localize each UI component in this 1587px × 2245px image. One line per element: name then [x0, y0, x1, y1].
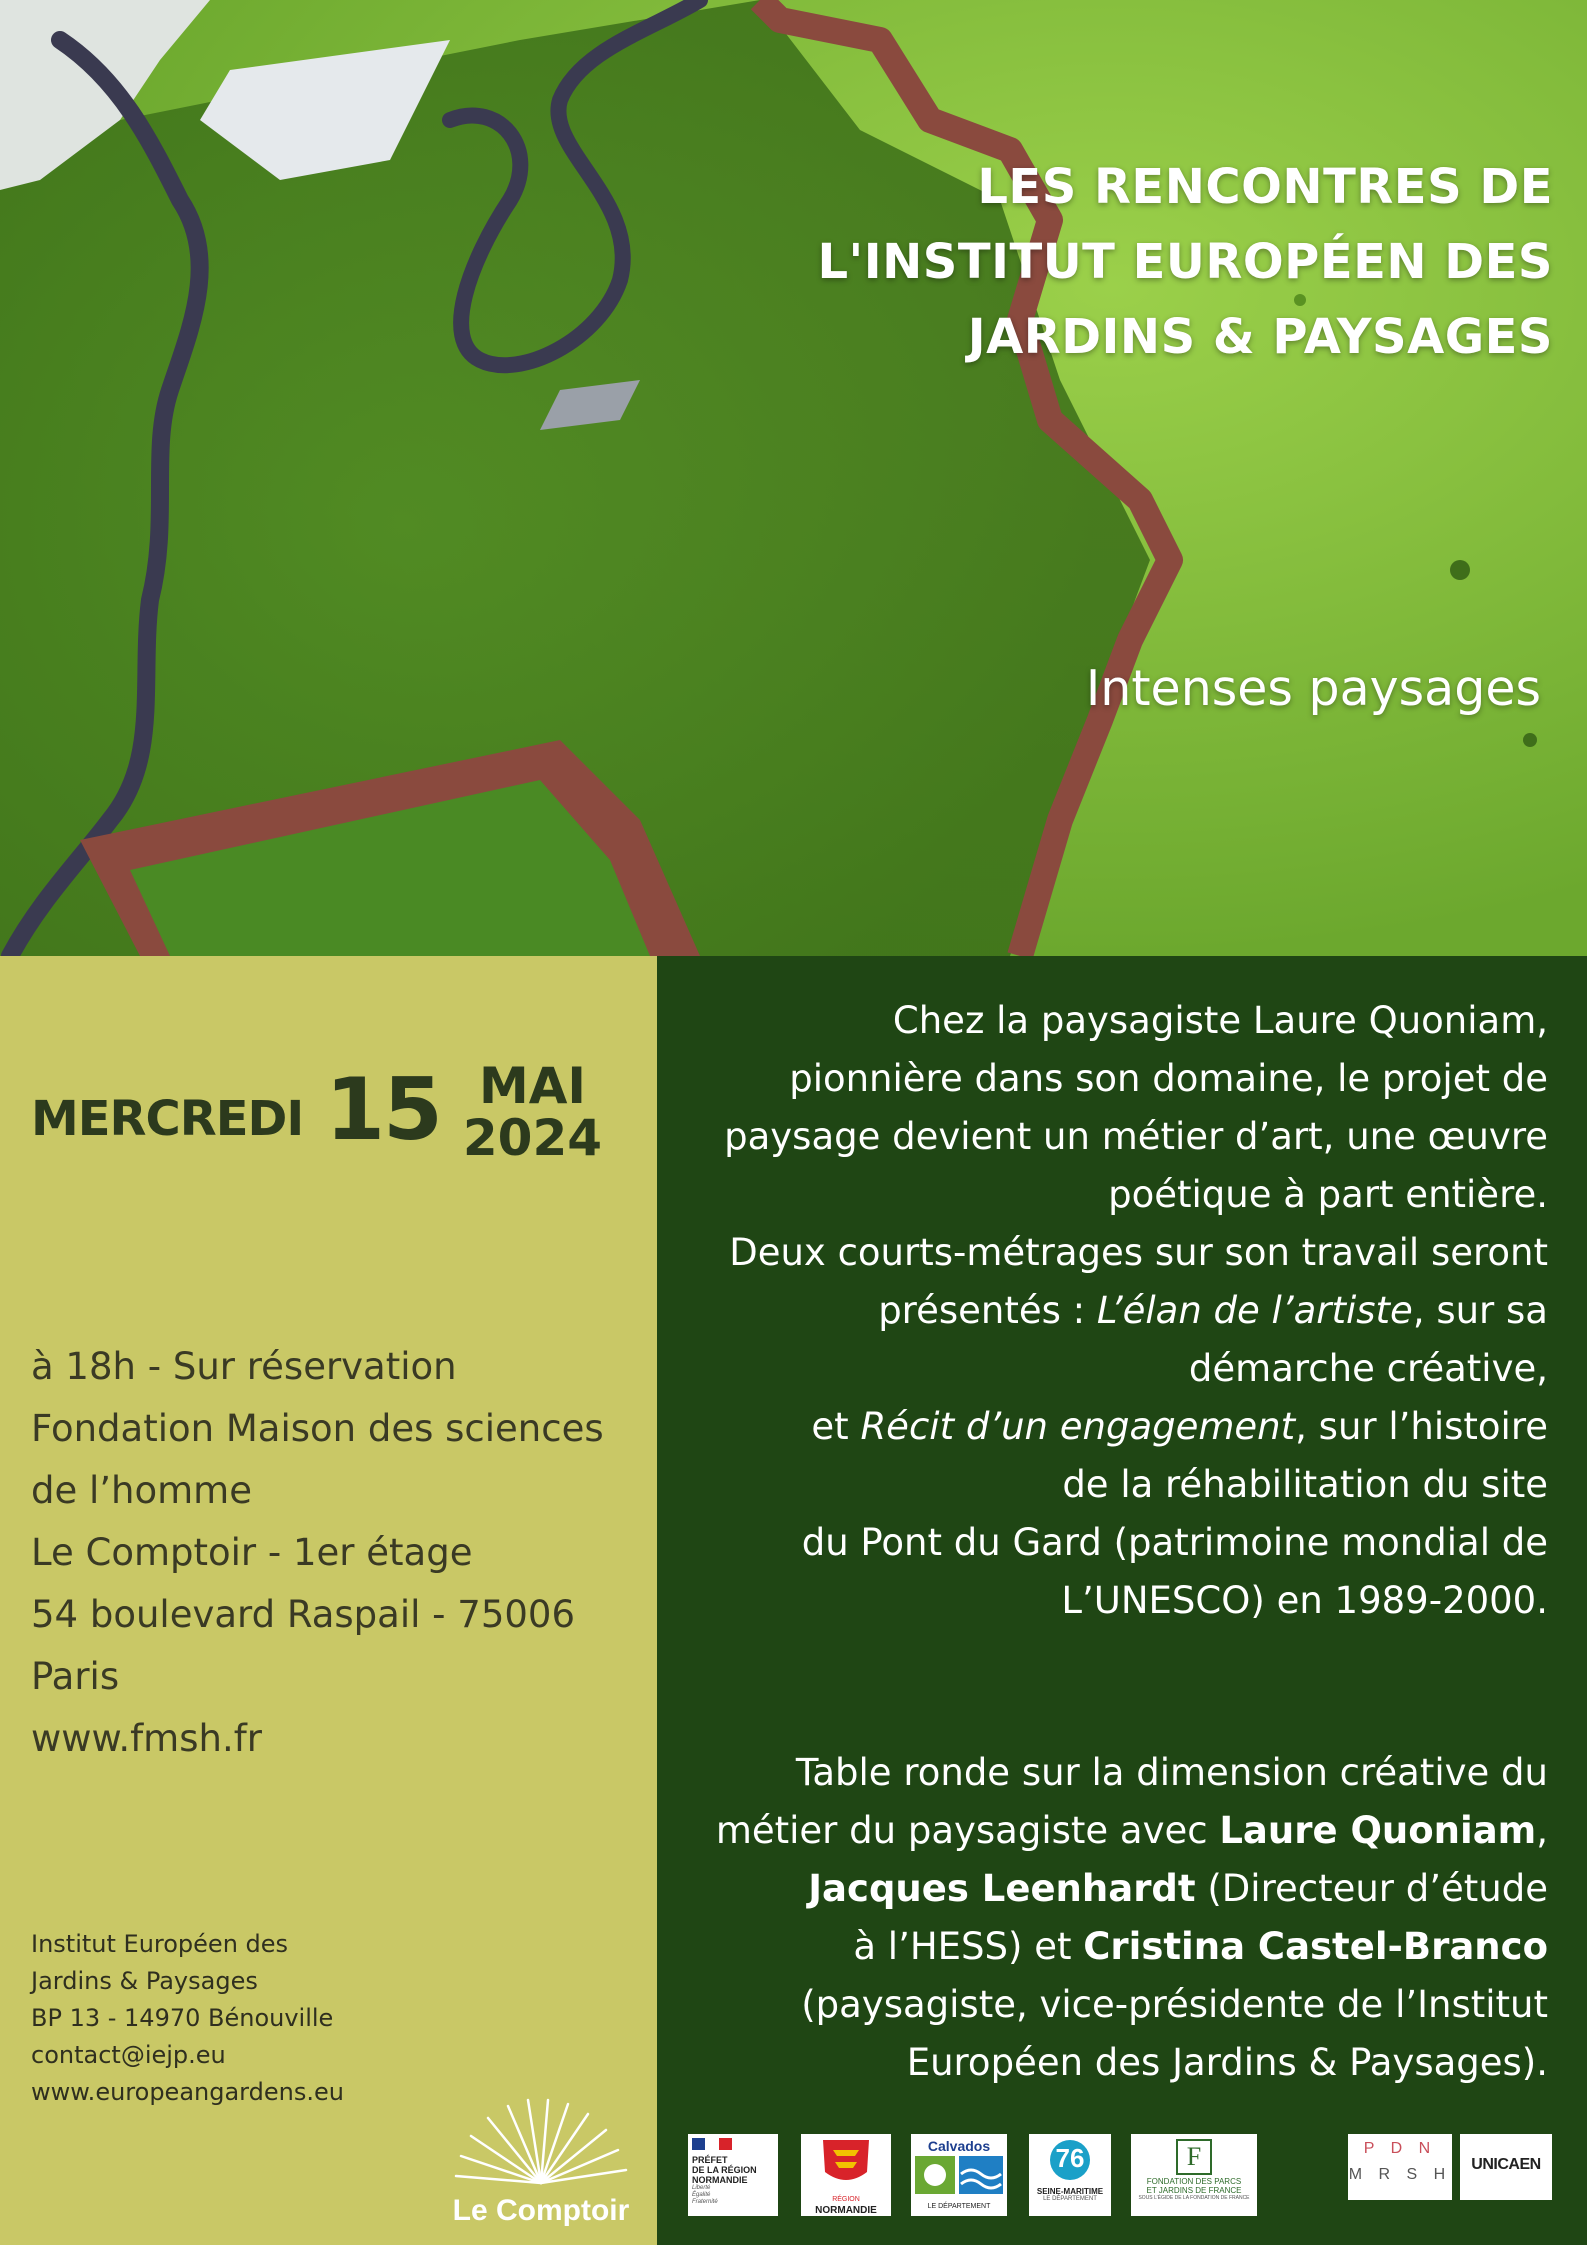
round-table-description: [688, 1744, 1548, 2092]
desc-text: , sur l’histoire: [1295, 1405, 1548, 1448]
calvados-emblem-icon: [911, 2154, 1007, 2198]
pdn-mrsh-logo: [1348, 2134, 1452, 2200]
round-text: ,: [1536, 1809, 1548, 1852]
title-line-2: L'INSTITUT EUROPÉEN DES: [817, 234, 1553, 290]
date-month: MAI: [478, 1057, 586, 1115]
round-text: à l’HESS) et: [853, 1925, 1084, 1968]
venue-details: [31, 1336, 604, 1770]
description-panel: [657, 956, 1587, 2245]
round-line: (paysagiste, vice-présidente de l’Institut: [801, 1983, 1548, 2026]
pdn-top: P D N: [1363, 2140, 1437, 2157]
calvados-name: Calvados: [927, 2138, 991, 2154]
aerial-garden-illustration: [0, 0, 1587, 956]
fondation-line3: SOUS L’ÉGIDE DE LA FONDATION DE FRANCE: [1138, 2195, 1250, 2201]
org-address: BP 13 - 14970 Bénouville: [31, 2004, 334, 2032]
desc-text: , sur sa: [1412, 1289, 1548, 1332]
fondation-letter: F: [1176, 2139, 1212, 2175]
title-line-3: JARDINS & PAYSAGES: [967, 309, 1553, 365]
seine-sub: LE DÉPARTEMENT: [1043, 2196, 1097, 2202]
round-line: [688, 1918, 1548, 1976]
venue-name-cont: de l’homme: [31, 1469, 252, 1512]
venue-address: 54 boulevard Raspail - 75006: [31, 1593, 575, 1636]
prefet-motto3: Fraternité: [692, 2199, 718, 2205]
prefet-line1: PRÉFET: [692, 2155, 728, 2165]
calvados-logo: [911, 2134, 1007, 2216]
desc-line: démarche créative,: [1188, 1347, 1548, 1390]
seine-number: 76: [1055, 2143, 1085, 2173]
venue-room: Le Comptoir - 1er étage: [31, 1531, 473, 1574]
desc-line: paysage devient un métier d’art, une œuvre: [724, 1115, 1548, 1158]
round-text: (Directeur d’étude: [1195, 1867, 1548, 1910]
prefet-motto2: Égalité: [692, 2192, 711, 2198]
film-title-2: Récit d’un engagement: [860, 1405, 1296, 1448]
sunburst-icon: [446, 2098, 636, 2188]
venue-name: Fondation Maison des sciences: [31, 1407, 604, 1450]
speaker-name: Laure Quoniam: [1219, 1809, 1537, 1852]
seine-maritime-logo: [1029, 2134, 1111, 2216]
date-year: 2024: [462, 1109, 603, 1167]
title-line-1: LES RENCONTRES DE: [977, 159, 1553, 215]
prefet-line3: NORMANDIE: [692, 2175, 748, 2185]
speaker-name: Jacques Leenhardt: [808, 1867, 1196, 1910]
date-month-year: [462, 1057, 603, 1167]
org-website-link[interactable]: www.europeangardens.eu: [31, 2078, 344, 2106]
org-name: Institut Européen des: [31, 1930, 289, 1958]
date-weekday: MERCREDI: [31, 1091, 304, 1147]
event-series-title: [817, 150, 1553, 375]
region-line1: RÉGION: [832, 2196, 860, 2203]
event-date: [31, 1056, 603, 1167]
fondation-line2: ET JARDINS DE FRANCE: [1146, 2186, 1242, 2195]
seine-name: SEINE-MARITIME: [1036, 2187, 1104, 2196]
film-title-1: L’élan de l’artiste: [1096, 1289, 1413, 1332]
organizer-contact: [31, 1926, 344, 2111]
event-subtitle: Intenses paysages: [1085, 660, 1541, 717]
le-comptoir-logo: [446, 2098, 636, 2228]
prefet-normandie-logo: [688, 2134, 778, 2216]
hero-image: [0, 0, 1587, 956]
date-day: 15: [325, 1060, 441, 1160]
prefet-motto1: Liberté: [692, 2185, 711, 2191]
venue-time: à 18h - Sur réservation: [31, 1345, 457, 1388]
desc-line: pionnière dans son domaine, le projet de: [789, 1057, 1548, 1100]
desc-line: Deux courts-métrages sur son travail seront: [729, 1231, 1548, 1274]
normandy-leopards-icon: [801, 2134, 891, 2190]
round-line: [688, 1860, 1548, 1918]
calvados-sub: LE DÉPARTEMENT: [927, 2203, 991, 2210]
event-description: [688, 992, 1548, 1630]
desc-line: Chez la paysagiste Laure Quoniam,: [892, 999, 1548, 1042]
unicaen-name: UNICAEN: [1471, 2156, 1541, 2173]
desc-line: poétique à part entière.: [1108, 1173, 1548, 1216]
venue-website-link[interactable]: www.fmsh.fr: [31, 1717, 262, 1760]
desc-line: du Pont du Gard (patrimoine mondial de: [801, 1521, 1548, 1564]
unicaen-logo: [1460, 2134, 1552, 2200]
pdn-bottom: M R S H: [1348, 2166, 1452, 2183]
prefet-line2: DE LA RÉGION: [692, 2165, 757, 2175]
speaker-name: Cristina Castel-Branco: [1083, 1925, 1548, 1968]
round-line: Table ronde sur la dimension créative du: [795, 1751, 1548, 1794]
round-line: Européen des Jardins & Paysages).: [906, 2041, 1548, 2084]
desc-text: présentés :: [878, 1289, 1097, 1332]
desc-line: [688, 1282, 1548, 1340]
desc-line: L’UNESCO) en 1989-2000.: [1061, 1579, 1548, 1622]
org-email-link[interactable]: contact@iejp.eu: [31, 2041, 226, 2069]
desc-line: de la réhabilitation du site: [1062, 1463, 1548, 1506]
desc-line: [688, 1398, 1548, 1456]
marianne-icon: [692, 2138, 732, 2150]
desc-text: et: [811, 1405, 861, 1448]
comptoir-label: Le Comptoir: [452, 2194, 630, 2227]
fondation-parcs-jardins-logo: [1131, 2134, 1257, 2216]
region-line2: NORMANDIE: [815, 2205, 877, 2216]
region-normandie-logo: [801, 2134, 891, 2216]
fondation-line1: FONDATION DES PARCS: [1146, 2177, 1242, 2186]
info-panel: [0, 956, 657, 2245]
round-text: métier du paysagiste avec: [715, 1809, 1220, 1852]
venue-city: Paris: [31, 1655, 120, 1698]
round-line: [688, 1802, 1548, 1860]
org-name-cont: Jardins & Paysages: [31, 1967, 258, 1995]
